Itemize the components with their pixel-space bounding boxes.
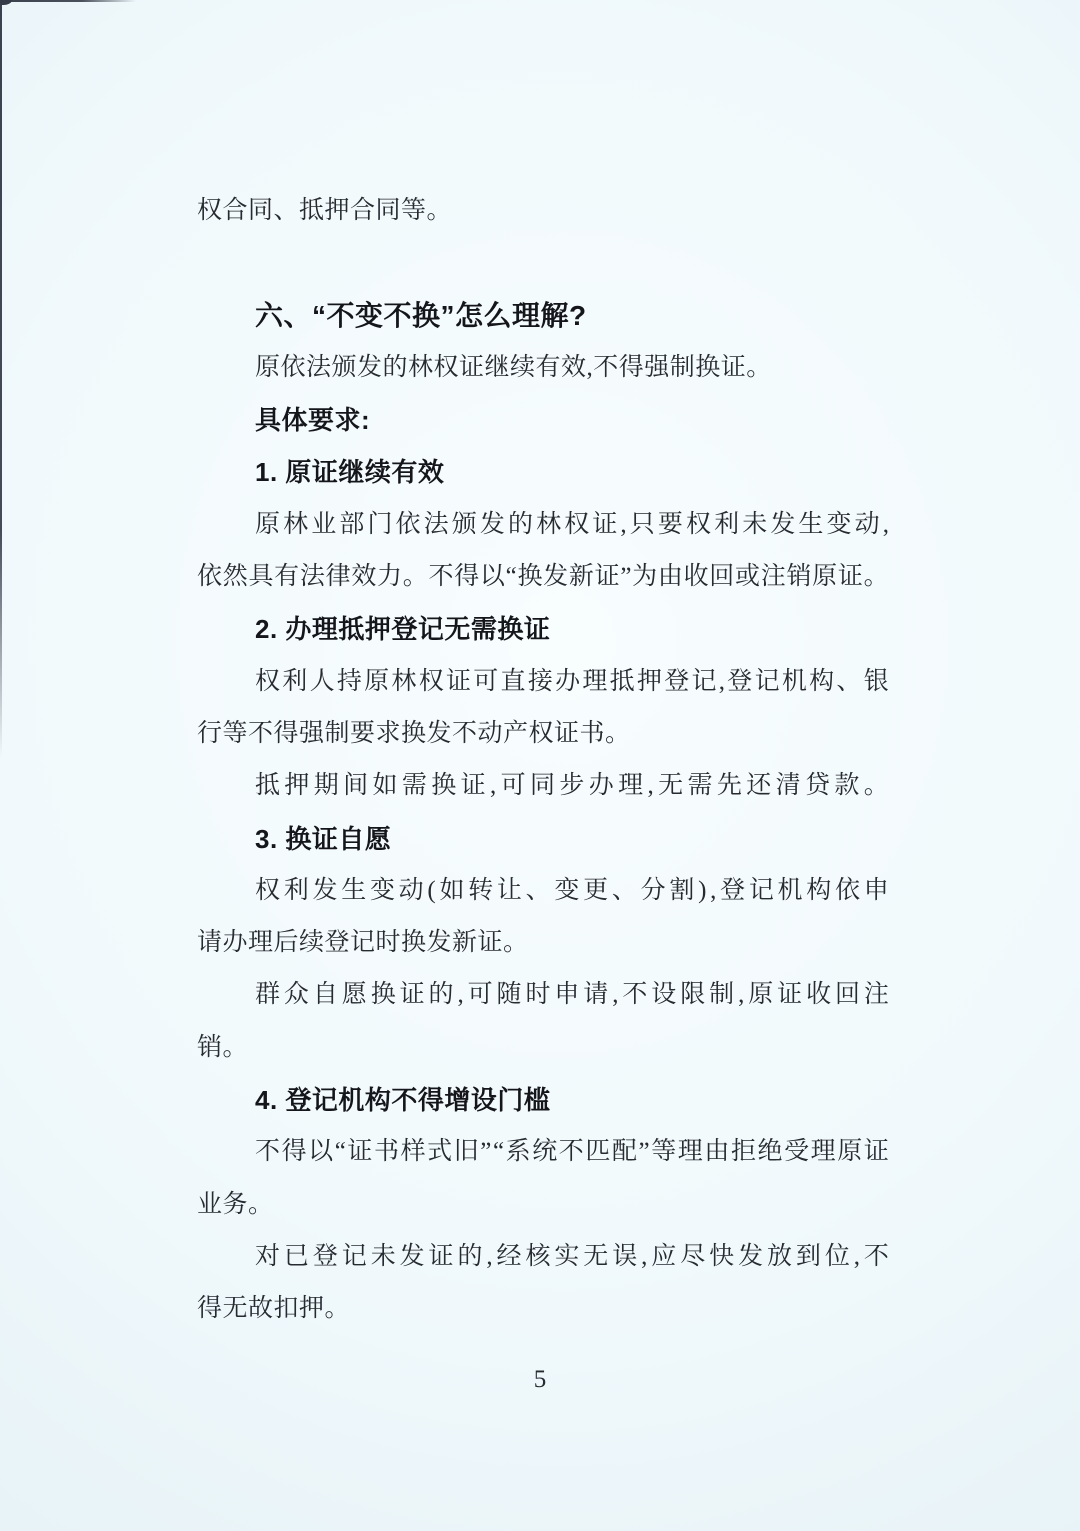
text-line: 不 得 以 “ 证 书 样 式 旧 ” “ 系 统 不 匹 配 ” 等 理 由 拒 绝 受 理 原 证 — [255, 1138, 889, 1166]
text-line: 权 利 人 持 原 林 权 证 可 直 接 办 理 抵 押 登 记 , 登 记 机 构 、 银 — [255, 667, 889, 695]
text-line: 3. 换证自愿 — [255, 823, 392, 854]
text-line: 得无故扣押。 — [197, 1295, 351, 1323]
text-line: 对 已 登 记 未 发 证 的 , 经 核 实 无 误 , 应 尽 快 发 放 到 位 , 不 — [255, 1242, 889, 1270]
text-line: 权合同、抵押合同等。 — [197, 197, 453, 224]
text-line: 行等不得强制要求换发不动产权证书。 — [197, 719, 631, 747]
text-line: 4. 登记机构不得增设门槛 — [255, 1085, 551, 1116]
text-line: 1. 原证继续有效 — [255, 457, 445, 488]
text-line: 请办理后续登记时换发新证。 — [197, 929, 529, 957]
scan-edge-artifact-top — [0, 0, 136, 2]
text-line: 原依法颁发的林权证继续有效,不得强制换证。 — [255, 353, 772, 381]
text-line: 权 利 发 生 变 动 ( 如 转 让 、 变 更 、 分 割 ) , 登 记 机 构 依 申 — [255, 876, 889, 904]
text-line: 具体要求: — [255, 405, 371, 436]
page-number: 5 — [533, 1366, 547, 1393]
text-line: 群 众 自 愿 换 证 的 , 可 随 时 申 请 , 不 设 限 制 , 原 证 收 回 注 — [255, 981, 889, 1009]
text-line: 抵 押 期 间 如 需 换 证 , 可 同 步 办 理 , 无 需 先 还 清 贷 款 。 — [255, 772, 889, 800]
text-column — [197, 185, 889, 1336]
scan-edge-artifact-left — [0, 0, 2, 758]
text-line: 依 然 具 有 法 律 效 力 。 不 得 以 “ 换 发 新 证 ” 为 由 收 回 或 注 销 原 证 。 — [197, 563, 889, 591]
text-line: 原 林 业 部 门 依 法 颁 发 的 林 权 证 , 只 要 权 利 未 发 生 变 动 , — [255, 510, 889, 538]
text-line: 销。 — [197, 1033, 249, 1061]
text-line: 业务。 — [197, 1190, 274, 1218]
blank-line — [197, 237, 889, 289]
scan-corner-smudge — [0, 0, 12, 5]
text-line: 六、“不变不换”怎么理解? — [255, 299, 587, 331]
text-line: 2. 办理抵押登记无需换证 — [255, 614, 551, 645]
